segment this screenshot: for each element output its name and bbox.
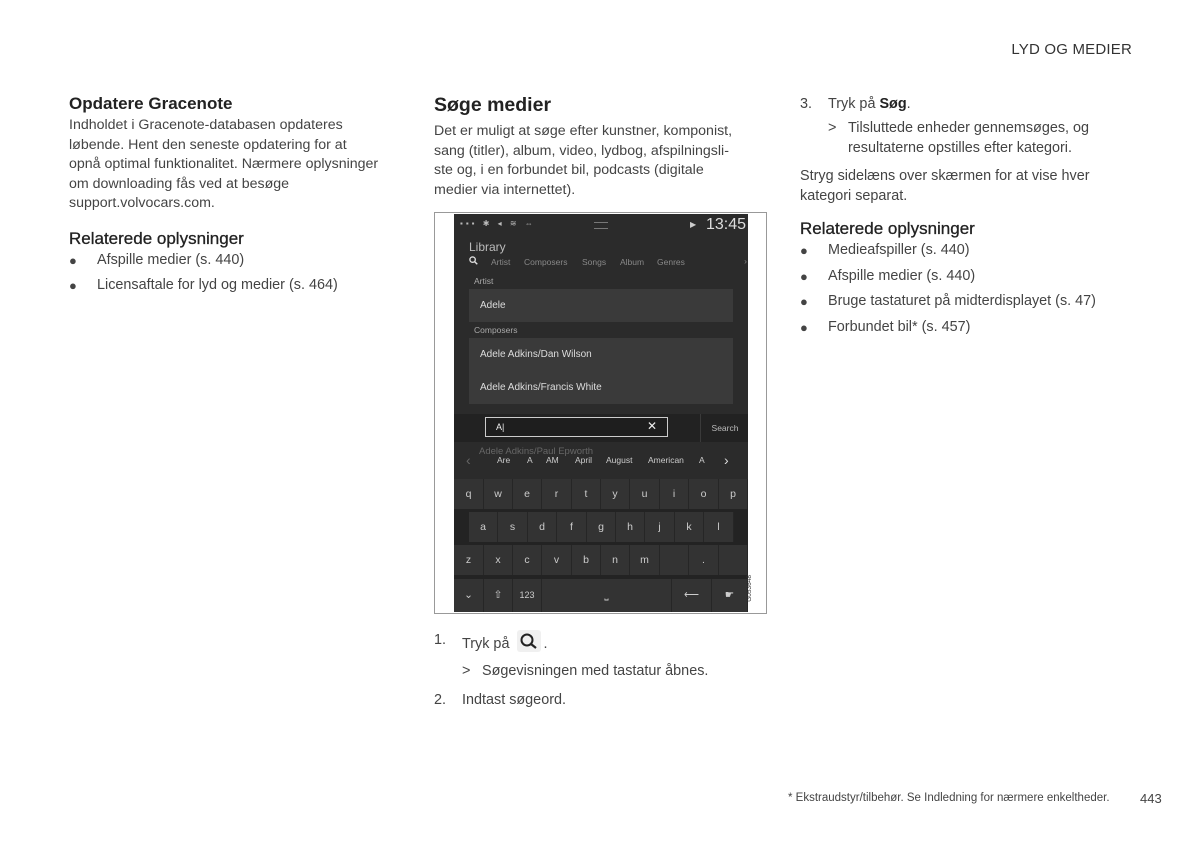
search-bar	[454, 414, 748, 442]
play-icon: ▶	[690, 220, 697, 229]
hand-icon[interactable]: ☛	[712, 579, 748, 612]
heading-opdatere-gracenote: Opdatere Gracenote	[69, 94, 233, 113]
drag-handle-icon[interactable]	[594, 222, 608, 229]
suggestion-chip[interactable]: American	[648, 455, 684, 465]
text-line: resultaterne opstilles efter kategori.	[848, 139, 1072, 156]
page-number: 443	[1140, 791, 1162, 806]
result-row[interactable]: Adele Adkins/Dan Wilson	[469, 338, 733, 371]
search-label: Søg	[879, 96, 907, 112]
shift-icon[interactable]: ⇧	[484, 579, 513, 612]
key[interactable]: j	[645, 512, 675, 542]
key[interactable]: e	[513, 479, 542, 509]
text-line: Indholdet i Gracenote-databasen opdateres	[69, 117, 343, 133]
bullet-icon: ●	[69, 278, 77, 293]
key[interactable]: x	[484, 545, 513, 575]
key[interactable]: l	[704, 512, 734, 542]
footnote: * Ekstraudstyr/tilbehør. Se Indledning for nærmere enkeltheder.	[788, 792, 1110, 804]
bullet-icon: ●	[69, 252, 77, 268]
related-list	[800, 241, 1130, 337]
suggestion-chip[interactable]: AM	[546, 455, 559, 465]
key[interactable]: q	[454, 479, 484, 509]
space-key[interactable]: ⎵	[542, 579, 672, 612]
step-1-suffix: .	[543, 635, 548, 652]
related-link[interactable]: ● Bruge tastaturet på midterdisplayet (s. 47)	[800, 293, 1096, 309]
key[interactable]: o	[689, 479, 719, 509]
key[interactable]: h	[616, 512, 645, 542]
column-left	[69, 94, 409, 302]
chevron-right-icon[interactable]: ›	[724, 452, 729, 468]
tab-artist[interactable]: Artist	[491, 257, 511, 267]
close-icon[interactable]: ✕	[646, 419, 657, 433]
text-line: ste og, i en forbundet bil, podcasts (digitale	[434, 162, 704, 178]
key[interactable]: .	[689, 545, 719, 575]
step-3-result	[800, 119, 1130, 158]
search-icon	[517, 630, 541, 658]
step-2	[434, 690, 764, 710]
library-tabs	[469, 257, 747, 269]
key[interactable]: f	[557, 512, 587, 542]
gracenote-paragraph	[69, 116, 409, 214]
text-line: sang (titler), album, video, lydbog, afspilningsli-	[434, 142, 729, 159]
text-line: om downloading fås ved at besøge	[69, 175, 290, 192]
result-row[interactable]: Adele Adkins/Francis White	[469, 371, 733, 404]
related-link[interactable]: ● Afspille medier (s. 440)	[69, 251, 245, 268]
related-link[interactable]: ● Forbundet bil* (s. 457)	[800, 318, 971, 335]
step-number: 2.	[434, 691, 447, 708]
key[interactable]: y	[601, 479, 630, 509]
key[interactable]: t	[572, 479, 601, 509]
on-screen-keyboard	[454, 479, 748, 612]
status-bar	[454, 214, 748, 238]
chevron-right-icon[interactable]: ›	[744, 256, 747, 266]
suggestion-chip[interactable]: April	[575, 455, 593, 465]
key[interactable]: r	[542, 479, 572, 509]
key[interactable]: b	[572, 545, 601, 575]
bullet-icon: ●	[800, 294, 808, 309]
step-3: 3. Tryk på Søg.	[800, 96, 911, 112]
ghost-result-text: Adele Adkins/Paul Epworth	[479, 446, 594, 457]
search-input[interactable]	[485, 417, 668, 437]
intro-paragraph	[434, 122, 769, 200]
suggestion-chip[interactable]: A	[699, 455, 705, 465]
heading-related-info: Relaterede oplysninger	[800, 219, 975, 238]
key[interactable]: i	[660, 479, 689, 509]
key[interactable]: g	[587, 512, 616, 542]
text-line: løbende. Hent den seneste opdatering for at	[69, 136, 347, 153]
support-link[interactable]: support.volvocars.com.	[69, 195, 215, 211]
numbers-key[interactable]: 123	[513, 579, 542, 612]
swipe-paragraph	[800, 167, 1130, 206]
status-icons: ▪▪▪ ✱ ◂ ≋ ⇔	[460, 219, 536, 228]
tab-songs[interactable]: Songs	[582, 257, 607, 267]
key[interactable]: s	[498, 512, 528, 542]
clock: 13:45	[706, 216, 747, 233]
section-header: LYD OG MEDIER	[1011, 41, 1132, 58]
result-marker: >	[462, 663, 471, 679]
text-line: Tilsluttede enheder gennemsøges, og	[848, 120, 1090, 136]
hide-keyboard-icon[interactable]: ⌄	[454, 579, 484, 612]
keyboard-row-3	[454, 545, 748, 575]
keyboard-row-2	[454, 512, 748, 542]
key[interactable]: n	[601, 545, 630, 575]
keyboard-row-1	[454, 479, 748, 509]
screen-illustration	[434, 212, 767, 614]
suggestion-chip[interactable]: A	[527, 455, 533, 465]
related-link[interactable]: ● Afspille medier (s. 440)	[800, 267, 976, 284]
key[interactable]	[660, 545, 689, 575]
suggestion-chip[interactable]: Are	[497, 455, 511, 465]
tab-genres[interactable]: Genres	[657, 257, 685, 267]
search-icon[interactable]	[469, 256, 478, 267]
key[interactable]: u	[630, 479, 660, 509]
step-1-text: Tryk på	[462, 635, 510, 652]
result-marker: >	[828, 120, 837, 136]
search-button[interactable]: Search	[700, 414, 748, 442]
heading-related-info: Relaterede oplysninger	[69, 228, 244, 248]
key[interactable]: z	[454, 545, 484, 575]
step-1-result: > Søgevisningen med tastatur åbnes.	[434, 662, 764, 682]
key[interactable]: m	[630, 545, 660, 575]
backspace-icon[interactable]: ⟵	[672, 579, 712, 612]
suggestion-chip[interactable]: August	[606, 455, 633, 465]
key[interactable]	[719, 545, 748, 575]
key[interactable]: v	[542, 545, 572, 575]
center-display	[454, 214, 748, 612]
tab-album[interactable]: Album	[620, 257, 645, 267]
text-line: medier via internettet).	[434, 181, 576, 198]
key[interactable]: k	[675, 512, 704, 542]
text-line: opnå optimal funktionalitet. Nærmere oplysninger	[69, 156, 379, 172]
category-label-composers: Composers	[474, 325, 518, 335]
step-1	[434, 630, 764, 658]
key[interactable]: w	[484, 479, 513, 509]
step-number: 1.	[434, 632, 447, 648]
result-row[interactable]: Adele	[469, 289, 733, 322]
column-right	[800, 94, 1130, 343]
steps-1-2	[434, 630, 764, 710]
search-input-value: A|	[496, 422, 505, 432]
chevron-left-icon[interactable]: ‹	[466, 452, 471, 468]
suggestion-bar	[454, 446, 748, 476]
keyboard-row-4	[454, 579, 748, 612]
step-number: 3.	[800, 96, 813, 112]
step-2-text: Indtast søgeord.	[462, 691, 566, 708]
category-label-artist: Artist	[474, 276, 494, 286]
text-line: Det er muligt at søge efter kunstner, komponist,	[434, 123, 733, 139]
library-title: Library	[469, 240, 506, 254]
column-middle	[434, 94, 769, 200]
key[interactable]: d	[528, 512, 557, 542]
text-line: Stryg sidelæns over skærmen for at vise hver	[800, 168, 1090, 184]
related-link[interactable]: ● Medieafspiller (s. 440)	[800, 242, 970, 258]
bullet-icon: ●	[800, 268, 808, 284]
related-list	[69, 251, 409, 296]
bullet-icon: ●	[800, 243, 808, 258]
key[interactable]: a	[469, 512, 498, 542]
figure-code: G053648	[746, 575, 753, 602]
key[interactable]: c	[513, 545, 542, 575]
related-link[interactable]: ● Licensaftale for lyd og medier (s. 464)	[69, 277, 338, 293]
bullet-icon: ●	[800, 319, 808, 335]
text-line: kategori separat.	[800, 187, 908, 204]
tab-composers[interactable]: Composers	[524, 257, 568, 267]
heading-soege-medier: Søge medier	[434, 94, 552, 116]
key[interactable]: p	[719, 479, 748, 509]
